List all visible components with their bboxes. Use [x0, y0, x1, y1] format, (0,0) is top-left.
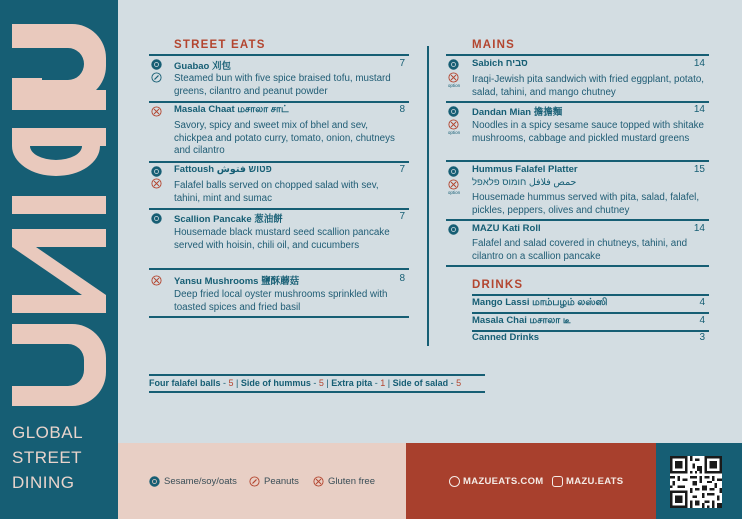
item-price: 7 — [399, 58, 405, 69]
drink-price: 4 — [699, 297, 705, 308]
tagline-line-1: GLOBAL — [12, 423, 84, 442]
item-name: MAZU Kati Roll — [472, 223, 541, 234]
divider — [149, 161, 409, 163]
mains-rule — [446, 54, 709, 56]
side-name: Extra pita — [331, 378, 373, 388]
item-description: Steamed bun with five spice braised tofu, mustard greens, cilantro and peanut powder — [174, 73, 391, 97]
item-price: 8 — [399, 104, 405, 115]
item-name: Hummus Falafel Platter — [472, 164, 578, 175]
brand-sidebar — [0, 0, 118, 519]
gluten-free-icon — [313, 476, 324, 487]
peanut-icon — [151, 72, 162, 83]
item-description: Housemade hummus served with pita, salad, falafel, pickles, peppers, olives and chutney — [472, 192, 700, 216]
sides-rule-top — [149, 374, 485, 376]
side-price: 1 — [380, 378, 386, 388]
item-description: Iraqi-Jewish pita sandwich with fried eggplant, potato, salad, tahini, and mango chutney — [472, 74, 704, 98]
tagline-line-3: DINING — [12, 473, 75, 492]
item-name: Dandan Mian 擔擔麵 — [472, 107, 563, 118]
divider — [149, 208, 409, 210]
street-eats-title: STREET EATS — [174, 39, 266, 51]
drink-name: Canned Drinks — [472, 332, 540, 343]
item-price: 7 — [399, 211, 405, 222]
menu-item-dandan-mian — [446, 104, 709, 158]
item-name-translation: حمص فلافل חומוס פלאפל — [472, 177, 577, 188]
allergen-legend — [118, 443, 406, 519]
sesame-icon — [448, 166, 459, 177]
menu-item-fattoush — [149, 164, 409, 206]
side-name: Side of salad — [392, 378, 449, 388]
gluten-free-icon — [448, 179, 459, 190]
divider — [446, 265, 709, 267]
divider — [446, 160, 709, 162]
sesame-icon — [149, 476, 160, 487]
item-name: Fattoush פטוש فتوش — [174, 164, 272, 175]
legend-peanut-label: Peanuts — [264, 476, 299, 487]
qr-panel — [656, 443, 742, 519]
website-link[interactable]: MAZUEATS.COM — [463, 476, 544, 487]
drink-price: 3 — [699, 332, 705, 343]
gluten-free-icon — [448, 119, 459, 130]
item-price: 14 — [693, 58, 705, 69]
drink-price: 4 — [699, 315, 705, 326]
item-name: Sabich סביח — [472, 58, 528, 69]
street-eats-rule — [149, 54, 409, 56]
sesame-icon — [151, 213, 162, 224]
legend-gluten-label: Gluten free — [328, 476, 375, 487]
item-name: Masala Chaat மசாலா சாட் — [174, 104, 289, 115]
sesame-icon — [448, 59, 459, 70]
divider — [446, 219, 709, 221]
item-name: Guabao 刈包 — [174, 61, 232, 72]
drink-name: Mango Lassi மாம்பழம் லஸ்ஸி — [472, 297, 608, 308]
item-description: Deep fried local oyster mushrooms sprinkled with toasted spices and fried basil — [174, 289, 388, 313]
item-description: Falafel balls served on chopped salad with sev, tahini, mint and sumac — [174, 180, 379, 204]
menu-item-yansu-mushrooms — [149, 273, 409, 315]
sides-line: Four falafel balls - 5 | Side of hummus - 5 | Extra pita - 1 | Side of salad - 5 — [149, 378, 462, 388]
side-price: 5 — [456, 378, 462, 388]
side-name: Side of hummus — [240, 378, 311, 388]
social-links — [406, 443, 656, 519]
gluten-free-icon — [448, 72, 459, 83]
item-description: Savory, spicy and sweet mix of bhel and sev, chickpea and potato curry, tomato, onion, chutneys and cilantro — [174, 120, 395, 156]
item-price: 8 — [399, 273, 405, 284]
drink-masala-chai — [472, 313, 707, 331]
side-price: 5 — [228, 378, 234, 388]
item-description: Falafel and salad covered in chutneys, tahini, and cilantro on a scallion pancake — [472, 238, 688, 262]
peanut-icon — [249, 476, 260, 487]
gluten-free-icon — [151, 275, 162, 286]
menu-item-guabao — [149, 58, 409, 100]
item-description: Noodles in a spicy sesame sauce topped with shitake mushrooms, cabbage and pickled mustard greens — [472, 120, 704, 144]
side-name: Four falafel balls — [149, 378, 221, 388]
sesame-icon — [448, 106, 459, 117]
gluten-free-option-label: option — [447, 130, 461, 135]
column-divider — [427, 46, 429, 346]
drink-name: Masala Chai மசாலா டீ — [472, 315, 571, 326]
mazu-logo — [8, 24, 110, 416]
divider — [149, 316, 409, 318]
sides-rule-bottom — [149, 391, 485, 393]
item-price: 14 — [693, 223, 705, 234]
qr-code-icon[interactable] — [670, 456, 722, 508]
gluten-free-icon — [151, 106, 162, 117]
drinks-title: DRINKS — [472, 279, 524, 291]
menu-item-sabich — [446, 58, 709, 102]
instagram-icon — [552, 476, 563, 487]
gluten-free-option-label: option — [447, 83, 461, 88]
gluten-free-option-label: option — [447, 190, 461, 195]
instagram-link[interactable]: MAZU.EATS — [566, 476, 624, 487]
side-price: 5 — [318, 378, 324, 388]
item-description: Housemade black mustard seed scallion pancake served with hoisin, chili oil, and cucumbers — [174, 227, 390, 251]
menu-item-mazu-kati-roll — [446, 223, 709, 265]
sesame-icon — [151, 166, 162, 177]
web-icon — [449, 476, 460, 487]
divider — [149, 268, 409, 270]
item-name: Scallion Pancake 葱油餅 — [174, 214, 283, 225]
item-price: 7 — [399, 164, 405, 175]
item-price: 14 — [693, 104, 705, 115]
divider — [446, 101, 709, 103]
legend-sesame-label: Sesame/soy/oats — [164, 476, 237, 487]
menu-item-masala-chaat — [149, 104, 409, 159]
tagline — [12, 420, 112, 495]
item-price: 15 — [693, 164, 705, 175]
menu-item-scallion-pancake — [149, 211, 409, 266]
divider — [149, 101, 409, 103]
mains-title: MAINS — [472, 39, 516, 51]
sesame-icon — [151, 59, 162, 70]
tagline-line-2: STREET — [12, 448, 83, 467]
menu-item-hummus-falafel-platter — [446, 164, 709, 219]
drink-canned-drinks — [472, 330, 707, 348]
drink-mango-lassi — [472, 295, 707, 313]
gluten-free-icon — [151, 178, 162, 189]
sesame-icon — [448, 224, 459, 235]
item-name: Yansu Mushrooms 鹽酥蘑菇 — [174, 276, 300, 287]
